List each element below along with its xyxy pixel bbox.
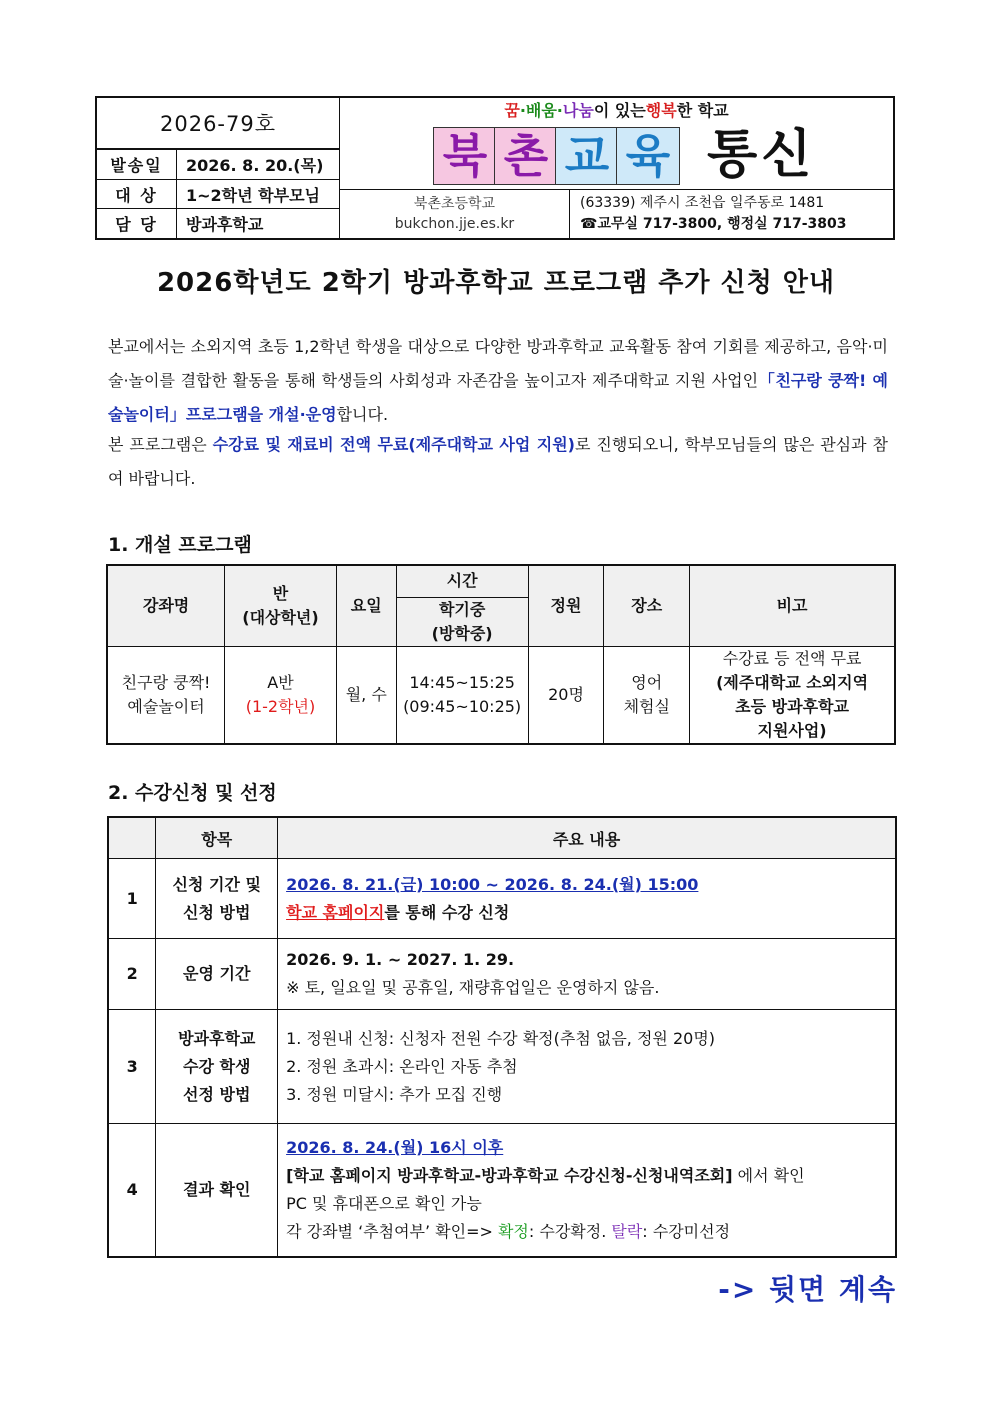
header-class bbox=[225, 565, 337, 646]
newsletter-brand bbox=[340, 120, 893, 190]
row-number: 1 bbox=[108, 859, 156, 939]
send-date-value: 2026. 8. 20.(목) bbox=[177, 150, 340, 180]
cell-class bbox=[225, 646, 337, 744]
cell-line: (1-2학년) bbox=[245, 696, 316, 716]
header-content: 주요 내용 bbox=[278, 817, 896, 859]
cell-line: 친구랑 쿵짝! bbox=[121, 672, 211, 692]
cell-line: 체험실 bbox=[623, 696, 670, 716]
content-text: 각 강좌별 ‘추첨여부’ 확인=> bbox=[286, 1221, 498, 1241]
intro-paragraph-2 bbox=[108, 428, 888, 496]
homepage-link[interactable]: 학교 홈페이지 bbox=[286, 902, 385, 922]
header-time-line: (방학중) bbox=[431, 623, 493, 643]
item-line: 선정 방법 bbox=[183, 1084, 251, 1104]
slogan-part: 이 있는 bbox=[593, 100, 646, 120]
content-line bbox=[286, 1162, 887, 1190]
cell-note bbox=[690, 646, 895, 744]
table-row bbox=[108, 939, 896, 1010]
slogan-part: 꿈 bbox=[504, 100, 520, 120]
header-time-sub bbox=[396, 597, 528, 646]
row-content bbox=[278, 859, 896, 939]
cell-line: 14:45~15:25 bbox=[409, 672, 515, 692]
intro-text: 합니다. bbox=[336, 405, 389, 424]
header-place: 장소 bbox=[604, 565, 690, 646]
header-capacity: 정원 bbox=[528, 565, 604, 646]
send-date-label: 발송일 bbox=[97, 150, 177, 180]
content-text: : 수강미선정 bbox=[642, 1221, 731, 1241]
header-blank bbox=[108, 817, 156, 859]
content-text: 를 통해 수강 신청 bbox=[384, 902, 510, 922]
content-text: : 수강확정. bbox=[528, 1221, 612, 1241]
cell-time bbox=[396, 646, 528, 744]
school-phone: ☎교무실 717-3800, 행정실 717-3803 bbox=[580, 216, 847, 232]
section-1-heading: 1. 개설 프로그램 bbox=[108, 534, 252, 556]
application-period: 2026. 8. 21.(금) 10:00 ~ 2026. 8. 24.(월) 15:00 bbox=[286, 874, 699, 894]
cell-line: (제주대학교 소외지역 bbox=[716, 672, 869, 692]
header-time-line: 학기중 bbox=[438, 599, 486, 619]
content-text: 에서 확인 bbox=[732, 1165, 805, 1185]
cell-line: A반 bbox=[267, 672, 294, 692]
cell-name bbox=[107, 646, 225, 744]
intro-paragraph-1 bbox=[108, 330, 888, 432]
cell-line: 영어 bbox=[631, 672, 663, 692]
slogan-part: 행복 bbox=[645, 100, 677, 120]
content-line bbox=[286, 1218, 887, 1246]
school-address: (63339) 제주시 조천읍 일주동로 1481 bbox=[580, 195, 825, 211]
confirmed-label: 확정 bbox=[497, 1221, 529, 1241]
content-line: 1. 정원내 신청: 신청자 전원 수강 확정(추첨 없음, 정원 20명) bbox=[286, 1028, 716, 1048]
slogan-part: 나눔 bbox=[562, 100, 594, 120]
row-item: 결과 확인 bbox=[156, 1124, 278, 1257]
cell-place bbox=[604, 646, 690, 744]
header-note: 비고 bbox=[690, 565, 895, 646]
cell-line: 수강료 등 전액 무료 bbox=[722, 648, 862, 668]
brand-char: 교 bbox=[555, 127, 619, 185]
content-line bbox=[286, 899, 887, 927]
page-title: 2026학년도 2학기 방과후학교 프로그램 추가 신청 안내 bbox=[156, 268, 836, 298]
row-number: 3 bbox=[108, 1010, 156, 1124]
header-day: 요일 bbox=[336, 565, 396, 646]
school-name: 북촌초등학교 bbox=[413, 196, 496, 212]
item-line: 방과후학교 bbox=[178, 1028, 256, 1048]
intro-text: 로 진행되오니, 학부모님들의 많은 관심과 참여 바랍니다. bbox=[108, 435, 888, 488]
target-label: 대 상 bbox=[97, 180, 177, 209]
rejected-label: 탈락 bbox=[611, 1221, 643, 1241]
school-slogan bbox=[340, 98, 893, 120]
result-date: 2026. 8. 24.(월) 16시 이후 bbox=[286, 1137, 504, 1157]
intro-text: 본 프로그램은 bbox=[108, 435, 213, 454]
school-info bbox=[340, 190, 570, 238]
issue-number: 2026-79호 bbox=[97, 98, 340, 150]
content-line: 2026. 9. 1. ~ 2027. 1. 29. bbox=[286, 950, 515, 969]
section-2-heading: 2. 수강신청 및 선정 bbox=[108, 782, 277, 804]
cell-capacity: 20명 bbox=[528, 646, 604, 744]
content-line: 3. 정원 미달시: 추가 모집 진행 bbox=[286, 1084, 503, 1104]
charge-value: 방과후학교 bbox=[177, 209, 340, 238]
row-item: 운영 기간 bbox=[156, 939, 278, 1010]
cell-line: 예술놀이터 bbox=[127, 696, 205, 716]
item-line: 수강 학생 bbox=[183, 1056, 251, 1076]
cell-line: 지원사업) bbox=[757, 720, 827, 740]
content-line: ※ 토, 일요일 및 공휴일, 재량휴업일은 운영하지 않음. bbox=[286, 978, 660, 997]
header-name: 강좌명 bbox=[107, 565, 225, 646]
program-table bbox=[106, 564, 896, 745]
contact-info bbox=[570, 190, 893, 238]
slogan-part: 한 학교 bbox=[676, 100, 729, 120]
table-row bbox=[108, 1010, 896, 1124]
brand-char: 육 bbox=[616, 127, 680, 185]
row-number: 4 bbox=[108, 1124, 156, 1257]
intro-text: 본교에서는 소외지역 초등 1,2학년 학생을 대상으로 다양한 방과후학교 교육활동 참여 기회를 제공하고, 음악·미술·놀이를 결합한 활동을 통해 학생들의 사회성과 자존감을 높이고자 제주대학교 지원 사업인 bbox=[108, 337, 888, 390]
table-row bbox=[108, 1124, 896, 1257]
intro-highlight: 「친구랑 쿵짝! 예술놀이터」프로그램을 개설·운영 bbox=[108, 371, 888, 424]
charge-label: 담 당 bbox=[97, 209, 177, 238]
content-line: PC 및 휴대폰으로 확인 가능 bbox=[286, 1193, 482, 1213]
header-class-line: (대상학년) bbox=[242, 607, 319, 627]
header-class-line: 반 bbox=[272, 583, 289, 603]
content-line: 2. 정원 초과시: 온라인 자동 추첨 bbox=[286, 1056, 518, 1076]
registration-table bbox=[107, 816, 897, 1258]
row-content bbox=[278, 1010, 896, 1124]
row-item bbox=[156, 1010, 278, 1124]
row-content bbox=[278, 939, 896, 1010]
row-content bbox=[278, 1124, 896, 1257]
brand-word: 통신 bbox=[707, 125, 816, 185]
cell-line: (09:45~10:25) bbox=[403, 696, 522, 716]
cell-day: 월, 수 bbox=[336, 646, 396, 744]
brand-char: 북 bbox=[433, 127, 497, 185]
brand-char: 촌 bbox=[494, 127, 558, 185]
newsletter-header bbox=[95, 96, 895, 240]
row-number: 2 bbox=[108, 939, 156, 1010]
cell-line: 초등 방과후학교 bbox=[735, 696, 849, 716]
target-value: 1~2학년 학부모님 bbox=[177, 180, 340, 209]
slogan-part: ·배움· bbox=[519, 100, 563, 120]
header-time: 시간 bbox=[396, 565, 528, 597]
intro-highlight: 수강료 및 재료비 전액 무료(제주대학교 사업 지원) bbox=[212, 435, 575, 454]
header-item: 항목 bbox=[156, 817, 278, 859]
school-url[interactable]: bukchon.jje.es.kr bbox=[394, 216, 515, 232]
homepage-path: [학교 홈페이지 방과후학교-방과후학교 수강신청-신청내역조회] bbox=[286, 1165, 733, 1185]
item-line: 신청 방법 bbox=[183, 902, 251, 922]
table-row bbox=[107, 646, 895, 744]
continue-note: -> 뒷면 계속 bbox=[718, 1273, 897, 1306]
table-row bbox=[108, 859, 896, 939]
row-item bbox=[156, 859, 278, 939]
item-line: 신청 기간 및 bbox=[172, 874, 261, 894]
